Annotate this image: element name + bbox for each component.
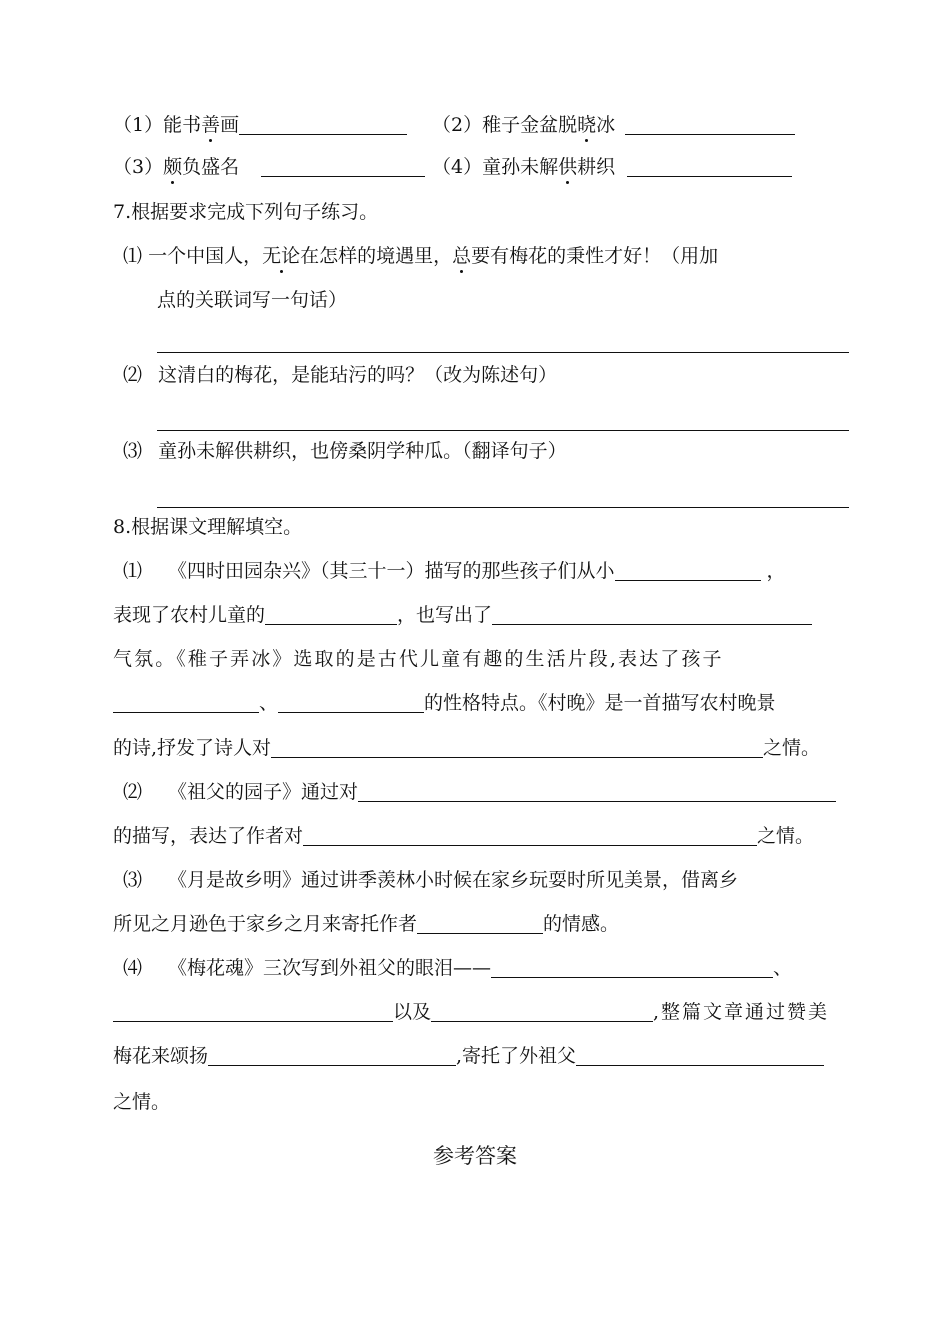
q7-sentence-3: [123, 438, 567, 464]
q7-s1-dotted-word: 无论: [262, 245, 301, 267]
q8-p4-blank-4[interactable]: [208, 1045, 456, 1066]
q7-s1-text: 一个中国人，: [148, 245, 263, 267]
q7-sentence-1: [123, 243, 718, 269]
q7-s3-text: 童孙未解供耕织，也傍桑阴学种瓜。（翻译句子）: [158, 440, 567, 462]
q8-p4-line3: [113, 1043, 824, 1069]
q8-heading: 8.根据课文理解填空。: [113, 516, 303, 538]
q7-s1-number: ⑴: [123, 245, 143, 267]
q8-p1-blank-2[interactable]: [265, 604, 397, 625]
q6-item-3-text-end: 负盛名: [182, 156, 240, 178]
q8-p1-line4: [113, 690, 776, 716]
q6-item-3-blank[interactable]: [261, 156, 425, 177]
q7-sentence-2: [123, 362, 557, 388]
q6-item-3-text: （3）: [113, 156, 164, 178]
q8-p1-text: 《四时田园杂兴》（其三十一）描写的那些孩子们从小: [168, 560, 615, 582]
q7-s1-text-end: 要有梅花的秉性才好！（用加: [471, 245, 719, 267]
q7-s3-answer-line[interactable]: [157, 507, 849, 508]
q8-p2-line1: [123, 779, 836, 805]
q8-p1-line2: [113, 602, 812, 628]
q8-p4-text-d: 梅花来颂扬: [113, 1045, 209, 1067]
q8-p4-text: 《梅花魂》三次写到外祖父的眼泪——: [168, 957, 492, 979]
q8-p1-line5: [113, 735, 820, 761]
q8-p1-text-g: 之情。: [763, 737, 821, 759]
q8-p2-text-b: 的描写，表达了作者对: [113, 825, 304, 847]
q8-p1-blank-4[interactable]: [113, 692, 259, 713]
q6-item-4-dotted-char: 供: [558, 156, 578, 178]
q6-item-2: [432, 112, 795, 138]
q7-s2-number: ⑵: [123, 364, 143, 386]
q8-p2-blank-1[interactable]: [358, 781, 836, 802]
q6-item-1-dotted-char: 善: [201, 114, 221, 136]
q7-s2-answer-line[interactable]: [157, 430, 849, 431]
q8-p3-number: ⑶: [123, 869, 143, 891]
q8-p4-dun: 、: [773, 957, 793, 979]
q6-item-4-blank[interactable]: [627, 156, 792, 177]
q8-p1-text-f: 的诗,抒发了诗人对: [113, 737, 272, 759]
q8-p1-text-b: 表现了农村儿童的: [113, 604, 266, 626]
q6-item-4-text-end: 耕织: [577, 156, 616, 178]
q8-p4-blank-3[interactable]: [431, 1001, 653, 1022]
q8-p4-line2: [113, 999, 829, 1025]
q8-p1-number: ⑴: [123, 560, 143, 582]
q8-p3-text: 《月是故乡明》通过讲季羡林小时候在家乡玩耍时所见美景，借离乡: [168, 869, 739, 891]
q8-p3-blank[interactable]: [417, 913, 543, 934]
q8-p4-blank-5[interactable]: [576, 1045, 824, 1066]
q8-p3-text-c: 的情感。: [543, 913, 620, 935]
q8-p2-line2: [113, 823, 814, 849]
q8-p3-text-b: 所见之月逊色于家乡之月来寄托作者: [113, 913, 418, 935]
q8-p4-blank-2[interactable]: [113, 1001, 393, 1022]
q8-p3-line2: [113, 911, 619, 937]
q6-item-4-text: （4）童孙未解: [432, 156, 559, 178]
q6-item-1-text: （1）能书: [113, 114, 202, 136]
q7-heading: 7.根据要求完成下列句子练习。: [113, 201, 379, 223]
q7-s2-text: 这清白的梅花，是能玷污的吗？（改为陈述句）: [158, 364, 558, 386]
q6-item-1-blank[interactable]: [239, 114, 407, 135]
q8-p4-text-e: ,寄托了外祖父: [456, 1045, 577, 1067]
q8-p1-blank-6[interactable]: [271, 737, 763, 758]
q8-p1-blank-3[interactable]: [492, 604, 812, 625]
q6-item-3-dotted-char: 颇: [163, 156, 183, 178]
q7-s1-answer-line[interactable]: [157, 352, 849, 353]
q8-p4-line4: 之情。: [113, 1091, 171, 1113]
q8-p3-line1: [123, 867, 738, 893]
q8-p4-text-b: 以及: [393, 1001, 432, 1023]
q6-item-1-text-end: 画: [220, 114, 240, 136]
q8-p2-number: ⑵: [123, 781, 143, 803]
q8-p1-comma: ，: [766, 560, 786, 582]
q8-p4-line1: [123, 955, 792, 981]
q8-p2-blank-2[interactable]: [303, 825, 757, 846]
q7-s3-number: ⑶: [123, 440, 143, 462]
q8-p1-text-d: 气氛。《稚子弄冰》选取的是古代儿童有趣的生活片段,表达了孩子: [113, 648, 724, 670]
q7-s1-text-mid: 在怎样的境遇里，: [300, 245, 453, 267]
answer-key-title: 参考答案: [433, 1144, 517, 1168]
q6-item-2-text: （2）稚子金盆脱: [432, 114, 578, 136]
q8-p4-text-c: ,整篇文章通过赞美: [653, 1001, 830, 1023]
q6-item-4: [432, 154, 792, 180]
q6-item-1: [113, 112, 407, 138]
q6-item-2-dotted-char: 晓: [577, 114, 597, 136]
q8-p1-blank-5[interactable]: [278, 692, 424, 713]
q6-item-2-blank[interactable]: [625, 114, 795, 135]
q8-p1-dun: 、: [259, 692, 279, 714]
q8-p1-text-e: 的性格特点。《村晚》是一首描写农村晚景: [424, 692, 776, 714]
q6-item-2-text-end: 冰: [596, 114, 616, 136]
q7-s1-continuation: 点的关联词写一句话）: [157, 289, 348, 311]
q8-p4-number: ⑷: [123, 957, 143, 979]
q8-p2-text-c: 之情。: [757, 825, 815, 847]
q8-p2-text: 《祖父的园子》通过对: [168, 781, 359, 803]
q7-s1-dotted-word-2: 总: [452, 245, 472, 267]
q8-p1-blank-1[interactable]: [615, 560, 761, 581]
q8-p4-blank-1[interactable]: [491, 957, 773, 978]
q6-item-3: [113, 154, 425, 180]
q8-p1-line1: [123, 558, 786, 584]
q8-p1-line3: [113, 646, 845, 672]
q8-p1-text-c: ，也写出了: [397, 604, 493, 626]
